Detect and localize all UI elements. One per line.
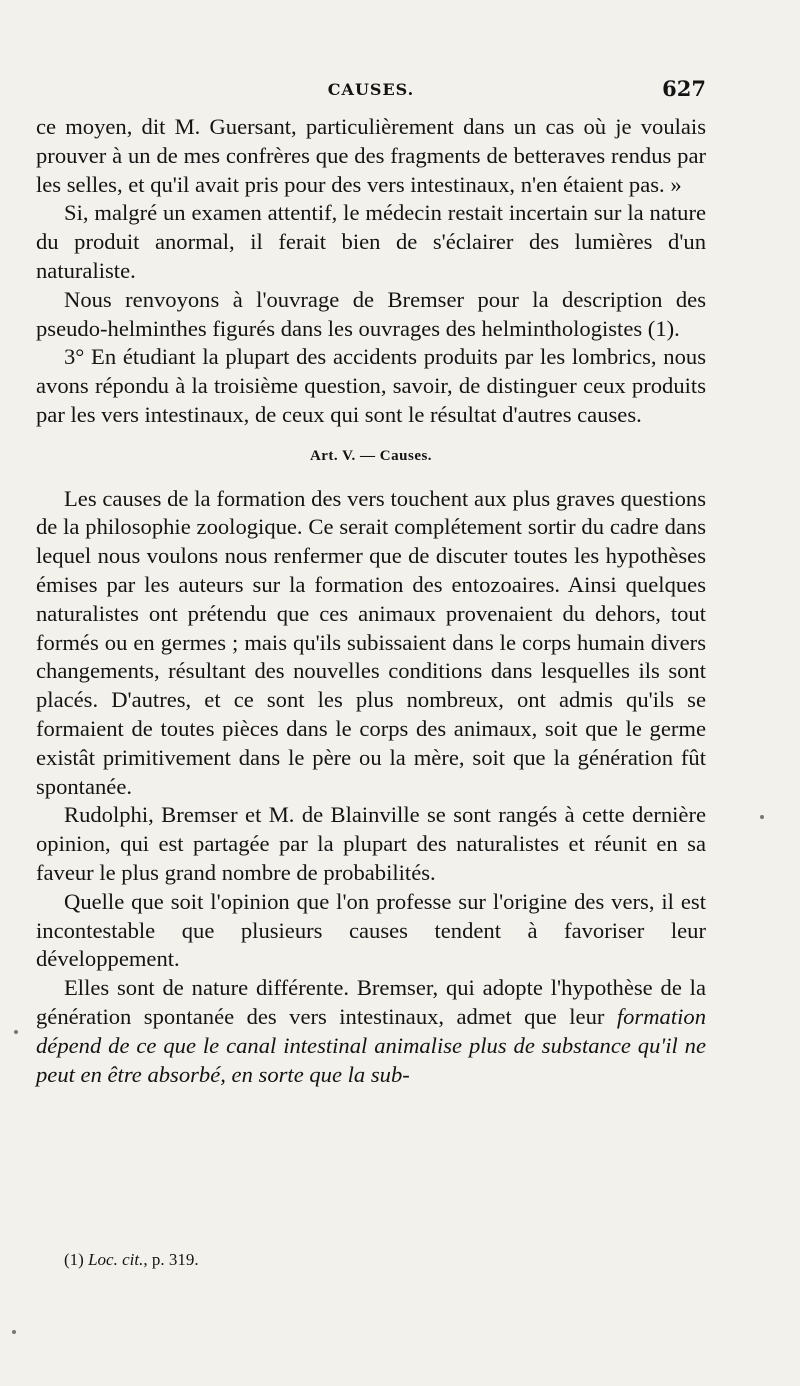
footnote-ref: Loc. cit.	[88, 1250, 144, 1269]
footnote-marker: (1)	[64, 1250, 84, 1269]
paper-speck	[12, 1330, 16, 1334]
paper-speck	[14, 1030, 18, 1034]
paragraph-1: ce moyen, dit M. Guersant, particulièrement dans un cas où je voulais prouver à un de mes confrères que des fragments de betteraves rendus par les selles, et qu'il avait pris pour des vers intestinaux, n'en étaient pas. »	[36, 114, 706, 197]
section-title: Art. V. — Causes.	[309, 447, 433, 464]
paragraph-8-italic: formation dépend de ce que le canal intestinal animalise plus de substance qu'il ne peut en être absorbé, en sorte que la sub-	[36, 1003, 706, 1087]
paragraph-8-start: Elles sont de nature différente. Bremser, qui adopte l'hypothèse de la génération spontanée des vers intestinaux, admet que leur	[36, 975, 706, 1029]
paragraph-6: Rudolphi, Bremser et M. de Blainville se sont rangés à cette dernière opinion, qui est partagée par la plupart des naturalistes et réunit en sa faveur le plus grand nombre de probabilités.	[36, 802, 706, 885]
page-header	[36, 74, 706, 104]
footnote-page: , p. 319.	[143, 1250, 199, 1269]
body-text	[36, 113, 706, 1089]
paragraph-7: Quelle que soit l'opinion que l'on professe sur l'origine des vers, il est incontestable que plusieurs causes tendent à favoriser leur développement.	[36, 888, 706, 972]
paragraph-8	[36, 974, 706, 1089]
page-number: 627	[662, 76, 706, 101]
footnote	[64, 1250, 199, 1270]
paragraph-4: 3° En étudiant la plupart des accidents produits par les lombrics, nous avons répondu à la troisième question, savoir, de distinguer ceux produits par les vers intestinaux, de ceux qui sont le résultat d'autres causes.	[36, 344, 706, 427]
paragraph-2: Si, malgré un examen attentif, le médecin restait incertain sur la nature du produit anormal, il ferait bien de s'éclairer des lumières d'un naturaliste.	[36, 200, 706, 283]
paragraph-5: Les causes de la formation des vers touchent aux plus graves questions de la philosophie zoologique. Ce serait complétement sortir du cadre dans lequel nous voulons nous renfermer que de discuter toutes les hypothèses émises par les auteurs sur la formation des entozoaires. Ainsi quelques naturalistes ont prétendu que ces animaux provenaient du dehors, tout formés ou en germes ; mais qu'ils subissaient dans le corps humain divers changements, résultant des nouvelles conditions dans lesquelles ils sont placés. D'autres, et ce sont les plus nombreux, ont admis qu'ils se formaient de toutes pièces dans le corps des animaux, soit que le germe existât primitivement dans le père ou la mère, soit que la génération fût spontanée.	[36, 485, 706, 799]
paragraph-3: Nous renvoyons à l'ouvrage de Bremser pour la description des pseudo-helminthes figurés dans les ouvrages des helminthologistes (1).	[36, 286, 706, 341]
running-head: CAUSES.	[327, 80, 415, 99]
paper-speck	[760, 815, 764, 819]
